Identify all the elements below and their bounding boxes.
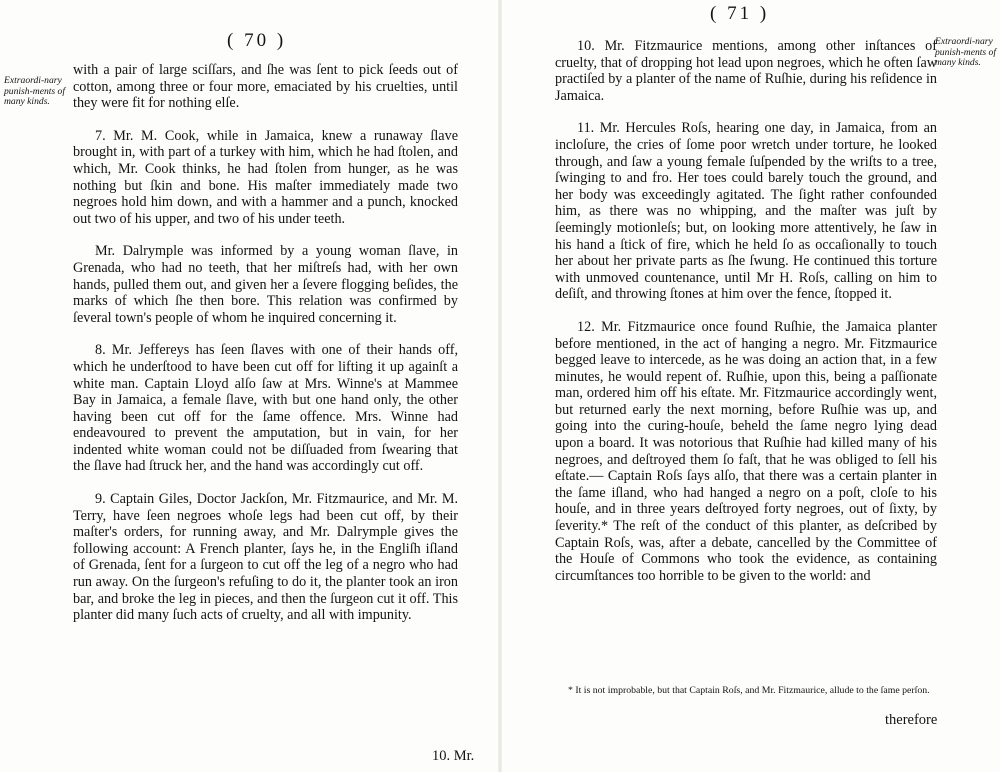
paragraph: 11. Mr. Hercules Roſs, hearing one day, in Jamaica, from an incloſure, the cries of ſome poor wretch under torture, he looked through, and ſaw a young female ſuſpended by the wriſts to a tree, ſwinging to and fro. Her toes could barely touch the ground, and her body was exceedingly agitated. The ſight rather confounded him, as there was no whipping, and the maſter was juſt by ſeemingly motionleſs; but, on looking more attentively, he ſaw in his hand a ſtick of fire, which he held ſo as occaſionally to touch her about her private parts as ſhe ſwung. He continued this torture with unmoved countenance, until Mr H. Roſs, calling on him to deſiſt, and throwing ſtones at him over the fence, ſtopped it. xyxy=(555,120,937,303)
paragraph: Mr. Dalrymple was informed by a young woman ſlave, in Grenada, who had no teeth, that her miſtreſs had, with her own hands, pulled them out, and given her a ſevere flogging beſides, the marks of which ſhe then bore. This relation was confirmed by ſeveral town's people of whom he inquired concerning it. xyxy=(73,243,458,326)
paragraph: 9. Captain Giles, Doctor Jackſon, Mr. Fitzmaurice, and Mr. M. Terry, have ſeen negroes whoſe legs had been cut off, by their maſter's orders, for running away, and Mr. Dalrymple gives the following account: A French planter, ſays he, in the Engliſh iſland of Grenada, ſent for a ſurgeon to cut off the leg of a negro who had run away. On the ſurgeon's refuſing to do it, the planter took an iron bar, and broke the leg in pieces, and then the ſurgeon cut it off. This planter did many ſuch acts of cruelty, and all with impunity. xyxy=(73,491,458,624)
footnote: * It is not improbable, but that Captain Roſs, and Mr. Fitzmaurice, allude to the ſame perſon. xyxy=(568,685,930,696)
page-number: ( 71 ) xyxy=(710,3,770,24)
paragraph: 12. Mr. Fitzmaurice once found Ruſhie, the Jamaica planter before mentioned, in the act of hanging a negro. Mr. Fitzmaurice begged leave to intercede, as he was doing an action that, in a few minutes, he would repent of. Ruſhie, upon this, being a paſſionate man, ordered him off his eſtate. Mr. Fitzmaurice accordingly went, but returned early the next morning, before Ruſhie was up, and going into the curing-houſe, beheld the ſame negro lying dead upon a board. It was notorious that Ruſhie had killed many of his negroes, and deſtroyed them ſo faſt, that he was obliged to ſell his eſtate.— Captain Roſs ſays alſo, that there was a certain planter in the ſame iſland, who had hanged a negro on a poſt, cloſe to his houſe, and in three years deſtroyed forty negroes, out of ſixty, by ſeverity.* The reſt of the conduct of this planter, as deſcribed by Captain Roſs, was, after a debate, cancelled by the Committee of the Houſe of Commons who took the evidence, as containing circumſtances too horrible to be given to the world: and xyxy=(555,318,937,584)
paragraph: 8. Mr. Jeffereys has ſeen ſlaves with one of their hands off, which he underſtood to have been cut off for lifting it up againſt a white man. Captain Lloyd alſo ſaw at Mrs. Winne's at Mammee Bay in Jamaica, a female ſlave, with but one hand only, the other having been cut off for the ſame offence. Mrs. Winne had endeavoured to prevent the amputation, but in vain, for her indented white woman could not be diſſuaded from ſwearing that the ſlave had ſtruck her, and the hand was accordingly cut off. xyxy=(73,342,458,475)
paragraph: with a pair of large sciſſars, and ſhe was ſent to pick ſeeds out of cotton, among three or four more, emaciated by his cruelties, until they were fit for nothing elſe. xyxy=(73,62,458,112)
catchword: therefore xyxy=(885,712,938,728)
margin-note: Extraordi-nary punish-ments of many kinds. xyxy=(935,36,997,69)
paragraph: 10. Mr. Fitzmaurice mentions, among other inſtances of cruelty, that of dropping hot lead upon negroes, which he often ſaw practiſed by a planter of the name of Ruſhie, during his reſidence in Jamaica. xyxy=(555,38,937,104)
body-text xyxy=(73,62,458,624)
margin-note: Extraordi-nary punish-ments of many kinds. xyxy=(4,75,66,108)
right-page xyxy=(500,0,1000,772)
paragraph: 7. Mr. M. Cook, while in Jamaica, knew a runaway ſlave brought in, with part of a turkey with him, which he had ſtolen, and which, Mr. Cook thinks, he had ſtolen from hunger, as he was nothing but ſkin and bone. His maſter immediately made two negroes hold him down, and with a hammer and a punch, knocked out two of his upper, and two of his under teeth. xyxy=(73,127,458,227)
page-number: ( 70 ) xyxy=(227,30,287,51)
catchword: 10. Mr. xyxy=(432,748,475,764)
body-text xyxy=(555,38,937,584)
